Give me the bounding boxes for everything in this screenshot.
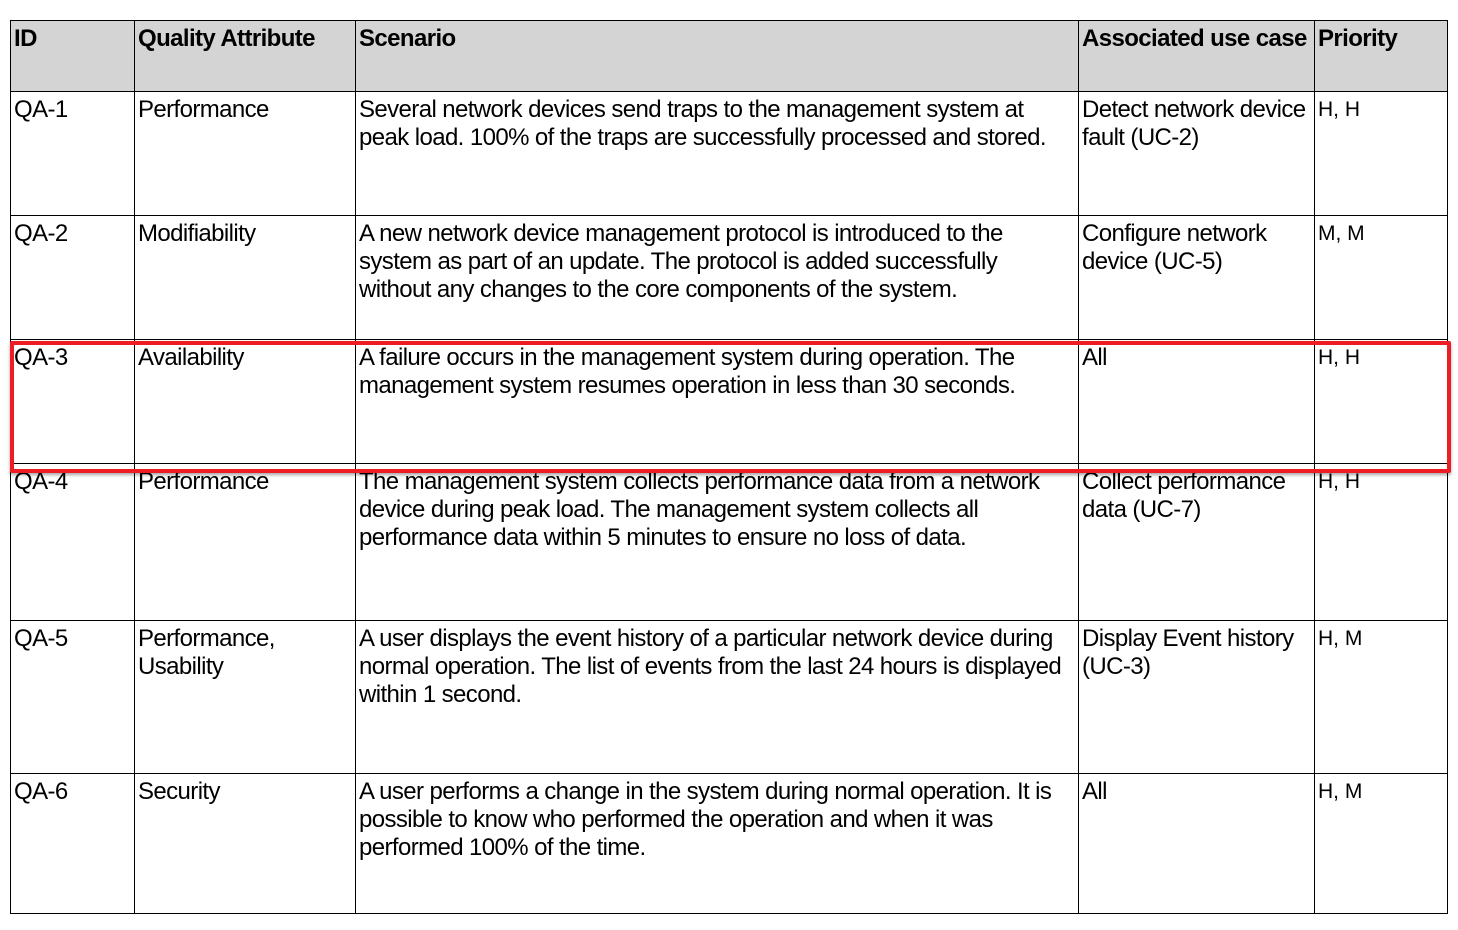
cell-priority: H, H (1315, 464, 1448, 621)
table-header-row (11, 21, 1448, 92)
header-priority: Priority (1315, 21, 1448, 92)
header-id: ID (11, 21, 135, 92)
header-scenario: Scenario (356, 21, 1079, 92)
table-row (11, 92, 1448, 216)
cell-scenario: Several network devices send traps to the management system at peak load. 100% of the traps are successfully processed and stored. (356, 92, 1079, 216)
cell-quality-attribute: Security (135, 774, 356, 914)
cell-use-case: Detect network device fault (UC-2) (1079, 92, 1315, 216)
cell-use-case: All (1079, 774, 1315, 914)
cell-priority: H, M (1315, 774, 1448, 914)
cell-id: QA-2 (11, 216, 135, 340)
cell-use-case: Configure network device (UC-5) (1079, 216, 1315, 340)
cell-scenario: A failure occurs in the management system during operation. The management system resumes operation in less than 30 seconds. (356, 340, 1079, 464)
cell-id: QA-3 (11, 340, 135, 464)
quality-attribute-table (10, 20, 1448, 914)
cell-priority: H, H (1315, 92, 1448, 216)
cell-quality-attribute: Availability (135, 340, 356, 464)
cell-id: QA-5 (11, 621, 135, 774)
table-row (11, 464, 1448, 621)
cell-id: QA-1 (11, 92, 135, 216)
cell-use-case: All (1079, 340, 1315, 464)
cell-quality-attribute: Performance, Usability (135, 621, 356, 774)
cell-use-case: Collect performance data (UC-7) (1079, 464, 1315, 621)
cell-priority: H, H (1315, 340, 1448, 464)
cell-quality-attribute: Performance (135, 464, 356, 621)
cell-priority: H, M (1315, 621, 1448, 774)
cell-scenario: A user displays the event history of a particular network device during normal operation. The list of events from the last 24 hours is displayed within 1 second. (356, 621, 1079, 774)
table-row (11, 216, 1448, 340)
cell-priority: M, M (1315, 216, 1448, 340)
cell-quality-attribute: Performance (135, 92, 356, 216)
table-row (11, 340, 1448, 464)
cell-scenario: A new network device management protocol is introduced to the system as part of an update. The protocol is added successfully without any changes to the core components of the system. (356, 216, 1079, 340)
cell-id: QA-6 (11, 774, 135, 914)
cell-scenario: The management system collects performance data from a network device during peak load. The management system collects all performance data within 5 minutes to ensure no loss of data. (356, 464, 1079, 621)
table-row (11, 621, 1448, 774)
cell-quality-attribute: Modifiability (135, 216, 356, 340)
cell-scenario: A user performs a change in the system during normal operation. It is possible to know who performed the operation and when it was performed 100% of the time. (356, 774, 1079, 914)
table-row (11, 774, 1448, 914)
cell-use-case: Display Event history (UC-3) (1079, 621, 1315, 774)
cell-id: QA-4 (11, 464, 135, 621)
header-quality-attribute: Quality Attribute (135, 21, 356, 92)
header-associated-use-case: Associated use case (1079, 21, 1315, 92)
